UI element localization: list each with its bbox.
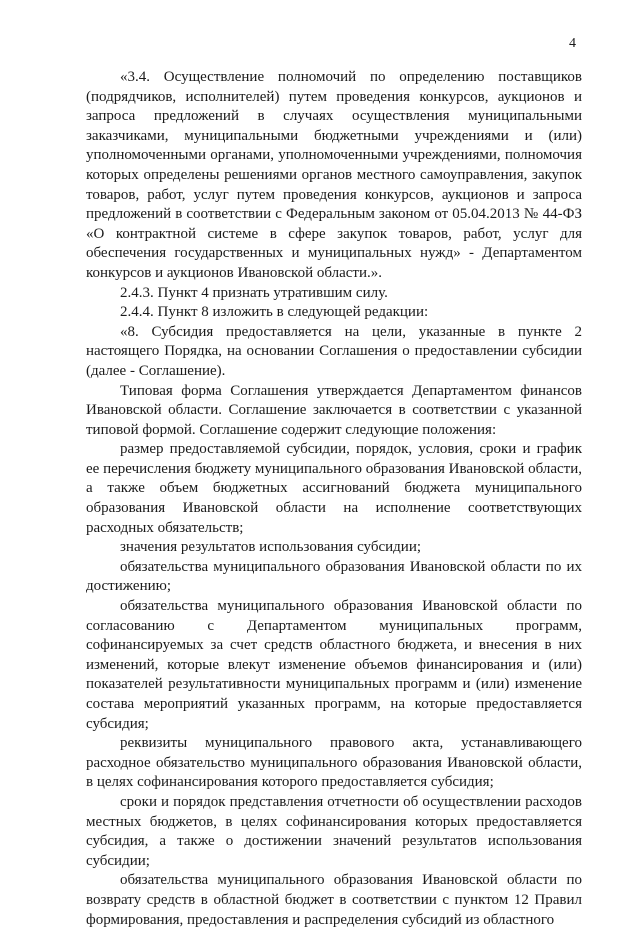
paragraph-refund-obligations: обязательства муниципального образования Ивановской области по возврату средств в областной бюджет в соответствии с пунктом 12 Правил формирования, предоставления и распределения субсидий из областного bbox=[86, 872, 582, 928]
page-number: 4 bbox=[569, 36, 576, 51]
paragraph-2-4-4: 2.4.4. Пункт 8 изложить в следующей редакции: bbox=[120, 304, 429, 321]
paragraph-legal-act-details: реквизиты муниципального правового акта, устанавливающего расходное обязательство муниципального образования Ивановской области, в целях софинансирования которого предоставляется субсидия; bbox=[86, 735, 582, 791]
document-body bbox=[86, 68, 582, 930]
paragraph-typical-form: Типовая форма Соглашения утверждается Департаментом финансов Ивановской области. Соглашение заключается в соответствии с указанной типовой формой. Соглашение содержит следующие положения: bbox=[86, 382, 582, 438]
paragraph-2-4-3: 2.4.3. Пункт 4 признать утратившим силу. bbox=[120, 284, 388, 301]
paragraph-result-values: значения результатов использования субсидии; bbox=[120, 539, 422, 556]
paragraph-subsidy-size: размер предоставляемой субсидии, порядок, условия, сроки и график ее перечисления бюджету муниципального образования Ивановской области, а также объем бюджетных ассигнований бюджета муниципального образования Ивановской области на исполнение соответствующих расходных обязательств; bbox=[86, 441, 582, 536]
paragraph-achievement-obligations: обязательства муниципального образования Ивановской области по их достижению; bbox=[86, 558, 582, 595]
paragraph-8: «8. Субсидия предоставляется на цели, указанные в пункте 2 настоящего Порядка, на основании Соглашения о предоставлении субсидии (далее - Соглашение). bbox=[86, 323, 582, 379]
paragraph-program-coordination: обязательства муниципального образования Ивановской области по согласованию с Департаментом муниципальных программ, софинансируемых за счет средств областного бюджета, и внесения в них изменений, которые влекут изменение объемов финансирования и (или) показателей результативности муниципальных программ и (или) изменение состава мероприятий указанных программ, на которые предоставляется субсидия; bbox=[86, 598, 582, 732]
paragraph-reporting: сроки и порядок представления отчетности об осуществлении расходов местных бюджетов, в целях софинансирования которых предоставляется субсидия, а также о достижении значений результатов использования субсидии; bbox=[86, 793, 582, 869]
paragraph-3-4: «3.4. Осуществление полномочий по определению поставщиков (подрядчиков, исполнителей) путем проведения конкурсов, аукционов и запроса предложений в случаях осуществления муниципальными заказчиками, муниципальными бюджетными учреждениями и (или) уполномоченными органами, уполномоченными учреждениями, полномочия которых определены решениями органов местного самоуправления, закупок товаров, работ, услуг путем проведения конкурсов, аукционов и запроса предложений в соответствии с Федеральным законом от 05.04.2013 № 44-ФЗ «О контрактной системе в сфере закупок товаров, работ, услуг для обеспечения государственных и муниципальных нужд» - Департаментом конкурсов и аукционов Ивановской области.». bbox=[86, 69, 582, 281]
